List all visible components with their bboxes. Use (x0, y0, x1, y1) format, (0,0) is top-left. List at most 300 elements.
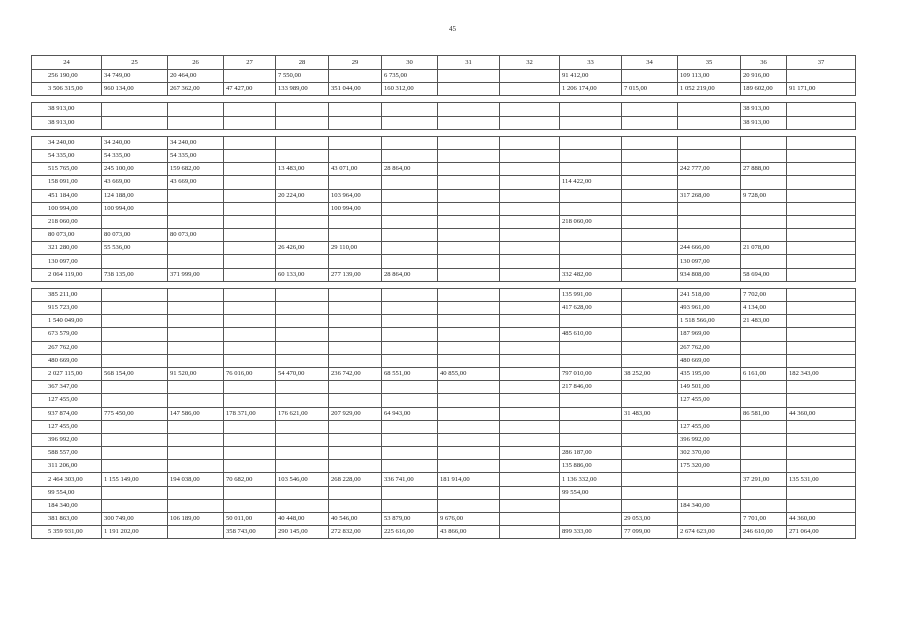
table-row (32, 116, 856, 129)
table-cell: 351 044,00 (329, 83, 382, 96)
page-number: 45 (449, 25, 456, 33)
table-cell (102, 341, 168, 354)
table-cell (500, 116, 560, 129)
table-cell (500, 70, 560, 83)
table-cell (787, 268, 856, 281)
table-cell (622, 499, 678, 512)
table-cell: 40 855,00 (438, 367, 500, 380)
table-cell: 77 099,00 (622, 526, 678, 539)
table-cell: 6 161,00 (741, 367, 787, 380)
table-cell (438, 83, 500, 96)
table-cell: 127 455,00 (32, 420, 102, 433)
table-cell (438, 420, 500, 433)
table-cell: 34 240,00 (102, 136, 168, 149)
table-cell (329, 70, 382, 83)
table-cell (438, 116, 500, 129)
table-cell: 256 190,00 (32, 70, 102, 83)
table-cell (500, 526, 560, 539)
table-cell (787, 288, 856, 301)
table-cell (168, 499, 224, 512)
table-cell: 385 211,00 (32, 288, 102, 301)
table-cell (168, 460, 224, 473)
table-cell (276, 302, 329, 315)
table-cell: 80 073,00 (168, 229, 224, 242)
table-cell (500, 328, 560, 341)
table-cell: 29 110,00 (329, 242, 382, 255)
table-cell: 184 340,00 (678, 499, 741, 512)
table-cell (276, 433, 329, 446)
table-cell (224, 242, 276, 255)
table-cell (500, 315, 560, 328)
table-row (32, 83, 856, 96)
table-cell (168, 255, 224, 268)
table-cell (787, 486, 856, 499)
table-cell (622, 433, 678, 446)
table-cell (741, 176, 787, 189)
table-cell (622, 420, 678, 433)
table-cell (500, 268, 560, 281)
table-cell: 7 550,00 (276, 70, 329, 83)
table-cell (224, 215, 276, 228)
table-cell (438, 268, 500, 281)
table-cell (622, 341, 678, 354)
table-cell: 187 969,00 (678, 328, 741, 341)
table-cell (276, 354, 329, 367)
table-cell: 367 347,00 (32, 381, 102, 394)
table-cell (500, 381, 560, 394)
table-cell: 245 100,00 (102, 163, 168, 176)
table-cell: 60 133,00 (276, 268, 329, 281)
table-cell (741, 136, 787, 149)
column-header: 31 (438, 56, 500, 70)
table-row (32, 486, 856, 499)
table-cell (102, 328, 168, 341)
table-row (32, 341, 856, 354)
table-cell (622, 176, 678, 189)
table-cell (500, 176, 560, 189)
table-cell (622, 268, 678, 281)
table-cell: 127 455,00 (32, 394, 102, 407)
table-cell (276, 288, 329, 301)
column-header: 36 (741, 56, 787, 70)
table-cell (787, 176, 856, 189)
table-cell (382, 176, 438, 189)
table-cell (276, 394, 329, 407)
table-cell (102, 381, 168, 394)
table-cell: 31 483,00 (622, 407, 678, 420)
table-row (32, 315, 856, 328)
table-cell (438, 242, 500, 255)
table-cell: 738 135,00 (102, 268, 168, 281)
table-cell: 133 989,00 (276, 83, 329, 96)
table-cell: 58 694,00 (741, 268, 787, 281)
table-cell: 396 992,00 (678, 433, 741, 446)
table-cell (787, 163, 856, 176)
table-cell: 1 136 332,00 (560, 473, 622, 486)
table-cell (224, 70, 276, 83)
table-cell (787, 116, 856, 129)
table-cell (787, 394, 856, 407)
table-cell (382, 229, 438, 242)
table-cell (329, 176, 382, 189)
table-cell (678, 103, 741, 116)
table-cell: 127 455,00 (678, 420, 741, 433)
table-cell: 6 735,00 (382, 70, 438, 83)
table-cell (382, 215, 438, 228)
table-cell: 28 864,00 (382, 268, 438, 281)
table-cell: 54 335,00 (32, 149, 102, 162)
data-table (31, 55, 856, 539)
table-cell (678, 407, 741, 420)
table-cell (276, 149, 329, 162)
table-cell: 1 155 149,00 (102, 473, 168, 486)
table-cell (329, 315, 382, 328)
table-cell: 242 777,00 (678, 163, 741, 176)
table-cell: 34 749,00 (102, 70, 168, 83)
table-cell: 38 252,00 (622, 367, 678, 380)
table-cell: 300 749,00 (102, 513, 168, 526)
table-cell (678, 229, 741, 242)
table-cell: 158 091,00 (32, 176, 102, 189)
table-cell (500, 354, 560, 367)
table-cell: 267 362,00 (168, 83, 224, 96)
table-cell: 29 053,00 (622, 513, 678, 526)
section-gap-cell (32, 129, 856, 136)
table-cell: 178 371,00 (224, 407, 276, 420)
table-cell: 38 913,00 (741, 116, 787, 129)
table-cell: 396 992,00 (32, 433, 102, 446)
table-cell: 103 964,00 (329, 189, 382, 202)
table-cell (329, 288, 382, 301)
table-cell: 91 171,00 (787, 83, 856, 96)
table-cell (500, 215, 560, 228)
table-cell (787, 381, 856, 394)
table-cell (168, 315, 224, 328)
table-cell (500, 486, 560, 499)
table-cell: 37 291,00 (741, 473, 787, 486)
table-cell: 80 073,00 (102, 229, 168, 242)
table-cell (622, 315, 678, 328)
table-cell: 568 154,00 (102, 367, 168, 380)
table-cell: 286 187,00 (560, 447, 622, 460)
table-cell (622, 288, 678, 301)
table-cell: 91 520,00 (168, 367, 224, 380)
table-cell (787, 433, 856, 446)
table-cell (276, 447, 329, 460)
table-cell (741, 381, 787, 394)
table-cell: 267 762,00 (678, 341, 741, 354)
table-cell (168, 381, 224, 394)
table-cell (438, 229, 500, 242)
table-row (32, 215, 856, 228)
table-cell (500, 447, 560, 460)
column-header: 29 (329, 56, 382, 70)
table-cell (560, 116, 622, 129)
table-cell: 99 554,00 (32, 486, 102, 499)
table-cell (560, 149, 622, 162)
table-cell: 43 669,00 (168, 176, 224, 189)
table-row (32, 499, 856, 512)
table-cell (382, 189, 438, 202)
table-cell (168, 103, 224, 116)
table-cell: 797 010,00 (560, 367, 622, 380)
table-cell (102, 302, 168, 315)
table-cell: 130 097,00 (678, 255, 741, 268)
table-cell (741, 447, 787, 460)
table-cell (276, 499, 329, 512)
table-cell: 241 518,00 (678, 288, 741, 301)
table-row (32, 526, 856, 539)
table-cell (224, 447, 276, 460)
table-cell: 86 581,00 (741, 407, 787, 420)
section-gap (32, 129, 856, 136)
table-cell (741, 149, 787, 162)
table-cell: 103 546,00 (276, 473, 329, 486)
table-cell (168, 202, 224, 215)
table-cell (678, 473, 741, 486)
table-cell (382, 242, 438, 255)
table-cell (329, 328, 382, 341)
table-cell (622, 215, 678, 228)
table-cell: 160 312,00 (382, 83, 438, 96)
table-cell: 135 991,00 (560, 288, 622, 301)
table-cell: 21 078,00 (741, 242, 787, 255)
table-cell: 311 206,00 (32, 460, 102, 473)
table-cell (276, 420, 329, 433)
table-cell: 268 228,00 (329, 473, 382, 486)
table-cell (224, 381, 276, 394)
table-cell: 290 145,00 (276, 526, 329, 539)
table-cell: 588 557,00 (32, 447, 102, 460)
table-cell (329, 149, 382, 162)
table-cell (382, 381, 438, 394)
table-cell (741, 394, 787, 407)
table-cell (102, 116, 168, 129)
table-cell: 44 360,00 (787, 513, 856, 526)
table-cell: 27 888,00 (741, 163, 787, 176)
table-cell (168, 447, 224, 460)
table-cell (382, 394, 438, 407)
table-cell: 7 701,00 (741, 513, 787, 526)
table-cell (741, 229, 787, 242)
table-cell (678, 116, 741, 129)
table-cell (102, 394, 168, 407)
column-header: 25 (102, 56, 168, 70)
table-cell (382, 202, 438, 215)
table-cell (102, 255, 168, 268)
table-cell (500, 202, 560, 215)
table-cell: 271 064,00 (787, 526, 856, 539)
table-cell (329, 136, 382, 149)
table-cell (224, 341, 276, 354)
table-cell: 515 765,00 (32, 163, 102, 176)
table-cell: 13 483,00 (276, 163, 329, 176)
table-cell: 176 621,00 (276, 407, 329, 420)
table-cell (741, 486, 787, 499)
column-header: 37 (787, 56, 856, 70)
table-cell (224, 486, 276, 499)
table-cell (276, 460, 329, 473)
table-cell: 7 702,00 (741, 288, 787, 301)
header-row (32, 56, 856, 70)
table-cell: 934 808,00 (678, 268, 741, 281)
column-header: 27 (224, 56, 276, 70)
table-cell (560, 341, 622, 354)
table-cell: 336 741,00 (382, 473, 438, 486)
table-row (32, 302, 856, 315)
table-cell (560, 202, 622, 215)
table-cell (329, 460, 382, 473)
table-cell (560, 189, 622, 202)
table-row (32, 460, 856, 473)
table-cell: 130 097,00 (32, 255, 102, 268)
table-cell: 236 742,00 (329, 367, 382, 380)
table-cell: 225 616,00 (382, 526, 438, 539)
table-cell (787, 229, 856, 242)
table-row (32, 255, 856, 268)
table-cell (560, 420, 622, 433)
table-cell (560, 499, 622, 512)
table-cell: 181 914,00 (438, 473, 500, 486)
table-cell: 40 546,00 (329, 513, 382, 526)
table-cell (622, 354, 678, 367)
table-cell (438, 499, 500, 512)
table-cell (622, 486, 678, 499)
table-cell: 26 426,00 (276, 242, 329, 255)
table-cell: 1 540 049,00 (32, 315, 102, 328)
table-cell (329, 302, 382, 315)
table-cell (382, 149, 438, 162)
table-cell: 246 610,00 (741, 526, 787, 539)
table-cell: 417 628,00 (560, 302, 622, 315)
table-cell: 135 531,00 (787, 473, 856, 486)
table-cell (168, 420, 224, 433)
table-cell (224, 460, 276, 473)
table-cell (438, 460, 500, 473)
table-cell (276, 315, 329, 328)
table-cell (622, 381, 678, 394)
table-cell (678, 149, 741, 162)
table-cell (500, 163, 560, 176)
table-cell (329, 354, 382, 367)
table-cell (741, 202, 787, 215)
table-cell: 277 139,00 (329, 268, 382, 281)
table-cell: 20 916,00 (741, 70, 787, 83)
table-cell (276, 255, 329, 268)
table-cell (168, 341, 224, 354)
table-cell (382, 136, 438, 149)
table-cell: 1 052 219,00 (678, 83, 741, 96)
table-cell (224, 288, 276, 301)
table-cell (168, 433, 224, 446)
table-cell (622, 460, 678, 473)
table-cell (329, 341, 382, 354)
table-cell (224, 116, 276, 129)
table-cell (622, 202, 678, 215)
table-cell: 43 071,00 (329, 163, 382, 176)
table-cell (622, 189, 678, 202)
table-cell: 70 682,00 (224, 473, 276, 486)
table-cell (787, 255, 856, 268)
table-cell (224, 103, 276, 116)
table-cell (382, 315, 438, 328)
table-cell: 3 506 315,00 (32, 83, 102, 96)
table-cell: 43 669,00 (102, 176, 168, 189)
table-cell (678, 513, 741, 526)
table-cell (560, 407, 622, 420)
table-cell (560, 229, 622, 242)
table-cell (622, 473, 678, 486)
table-cell (329, 486, 382, 499)
table-cell (678, 215, 741, 228)
table-cell (276, 381, 329, 394)
table-cell (438, 407, 500, 420)
table-cell (560, 433, 622, 446)
section-gap (32, 281, 856, 288)
table-cell: 50 011,00 (224, 513, 276, 526)
table-cell (560, 354, 622, 367)
table-cell (438, 315, 500, 328)
table-cell (787, 302, 856, 315)
table-cell: 1 206 174,00 (560, 83, 622, 96)
table-cell: 9 728,00 (741, 189, 787, 202)
table-row (32, 473, 856, 486)
table-cell: 175 320,00 (678, 460, 741, 473)
table-cell: 124 188,00 (102, 189, 168, 202)
table-cell: 43 866,00 (438, 526, 500, 539)
table-cell (276, 215, 329, 228)
table-cell: 217 846,00 (560, 381, 622, 394)
table-cell: 332 482,00 (560, 268, 622, 281)
table-cell (500, 103, 560, 116)
table-cell (500, 229, 560, 242)
table-cell (438, 255, 500, 268)
section-gap-cell (32, 281, 856, 288)
table-cell: 321 280,00 (32, 242, 102, 255)
table-cell (787, 202, 856, 215)
table-cell (787, 242, 856, 255)
table-row (32, 136, 856, 149)
table-cell: 9 676,00 (438, 513, 500, 526)
table-cell (438, 202, 500, 215)
table-cell (741, 328, 787, 341)
table-cell (560, 513, 622, 526)
table-cell: 2 027 115,00 (32, 367, 102, 380)
table-cell (500, 460, 560, 473)
table-cell (329, 420, 382, 433)
table-cell: 207 929,00 (329, 407, 382, 420)
table-cell (276, 136, 329, 149)
table-cell (560, 394, 622, 407)
table-cell (500, 499, 560, 512)
table-cell (678, 202, 741, 215)
table-cell: 194 038,00 (168, 473, 224, 486)
table-cell: 371 999,00 (168, 268, 224, 281)
table-cell (224, 176, 276, 189)
table-row (32, 70, 856, 83)
column-header: 28 (276, 56, 329, 70)
table-cell (102, 103, 168, 116)
table-cell (787, 103, 856, 116)
table-cell (382, 486, 438, 499)
table-cell: 91 412,00 (560, 70, 622, 83)
table-cell: 302 370,00 (678, 447, 741, 460)
table-cell (500, 149, 560, 162)
table-cell (168, 189, 224, 202)
table-cell (382, 116, 438, 129)
table-cell (622, 149, 678, 162)
table-cell (438, 176, 500, 189)
